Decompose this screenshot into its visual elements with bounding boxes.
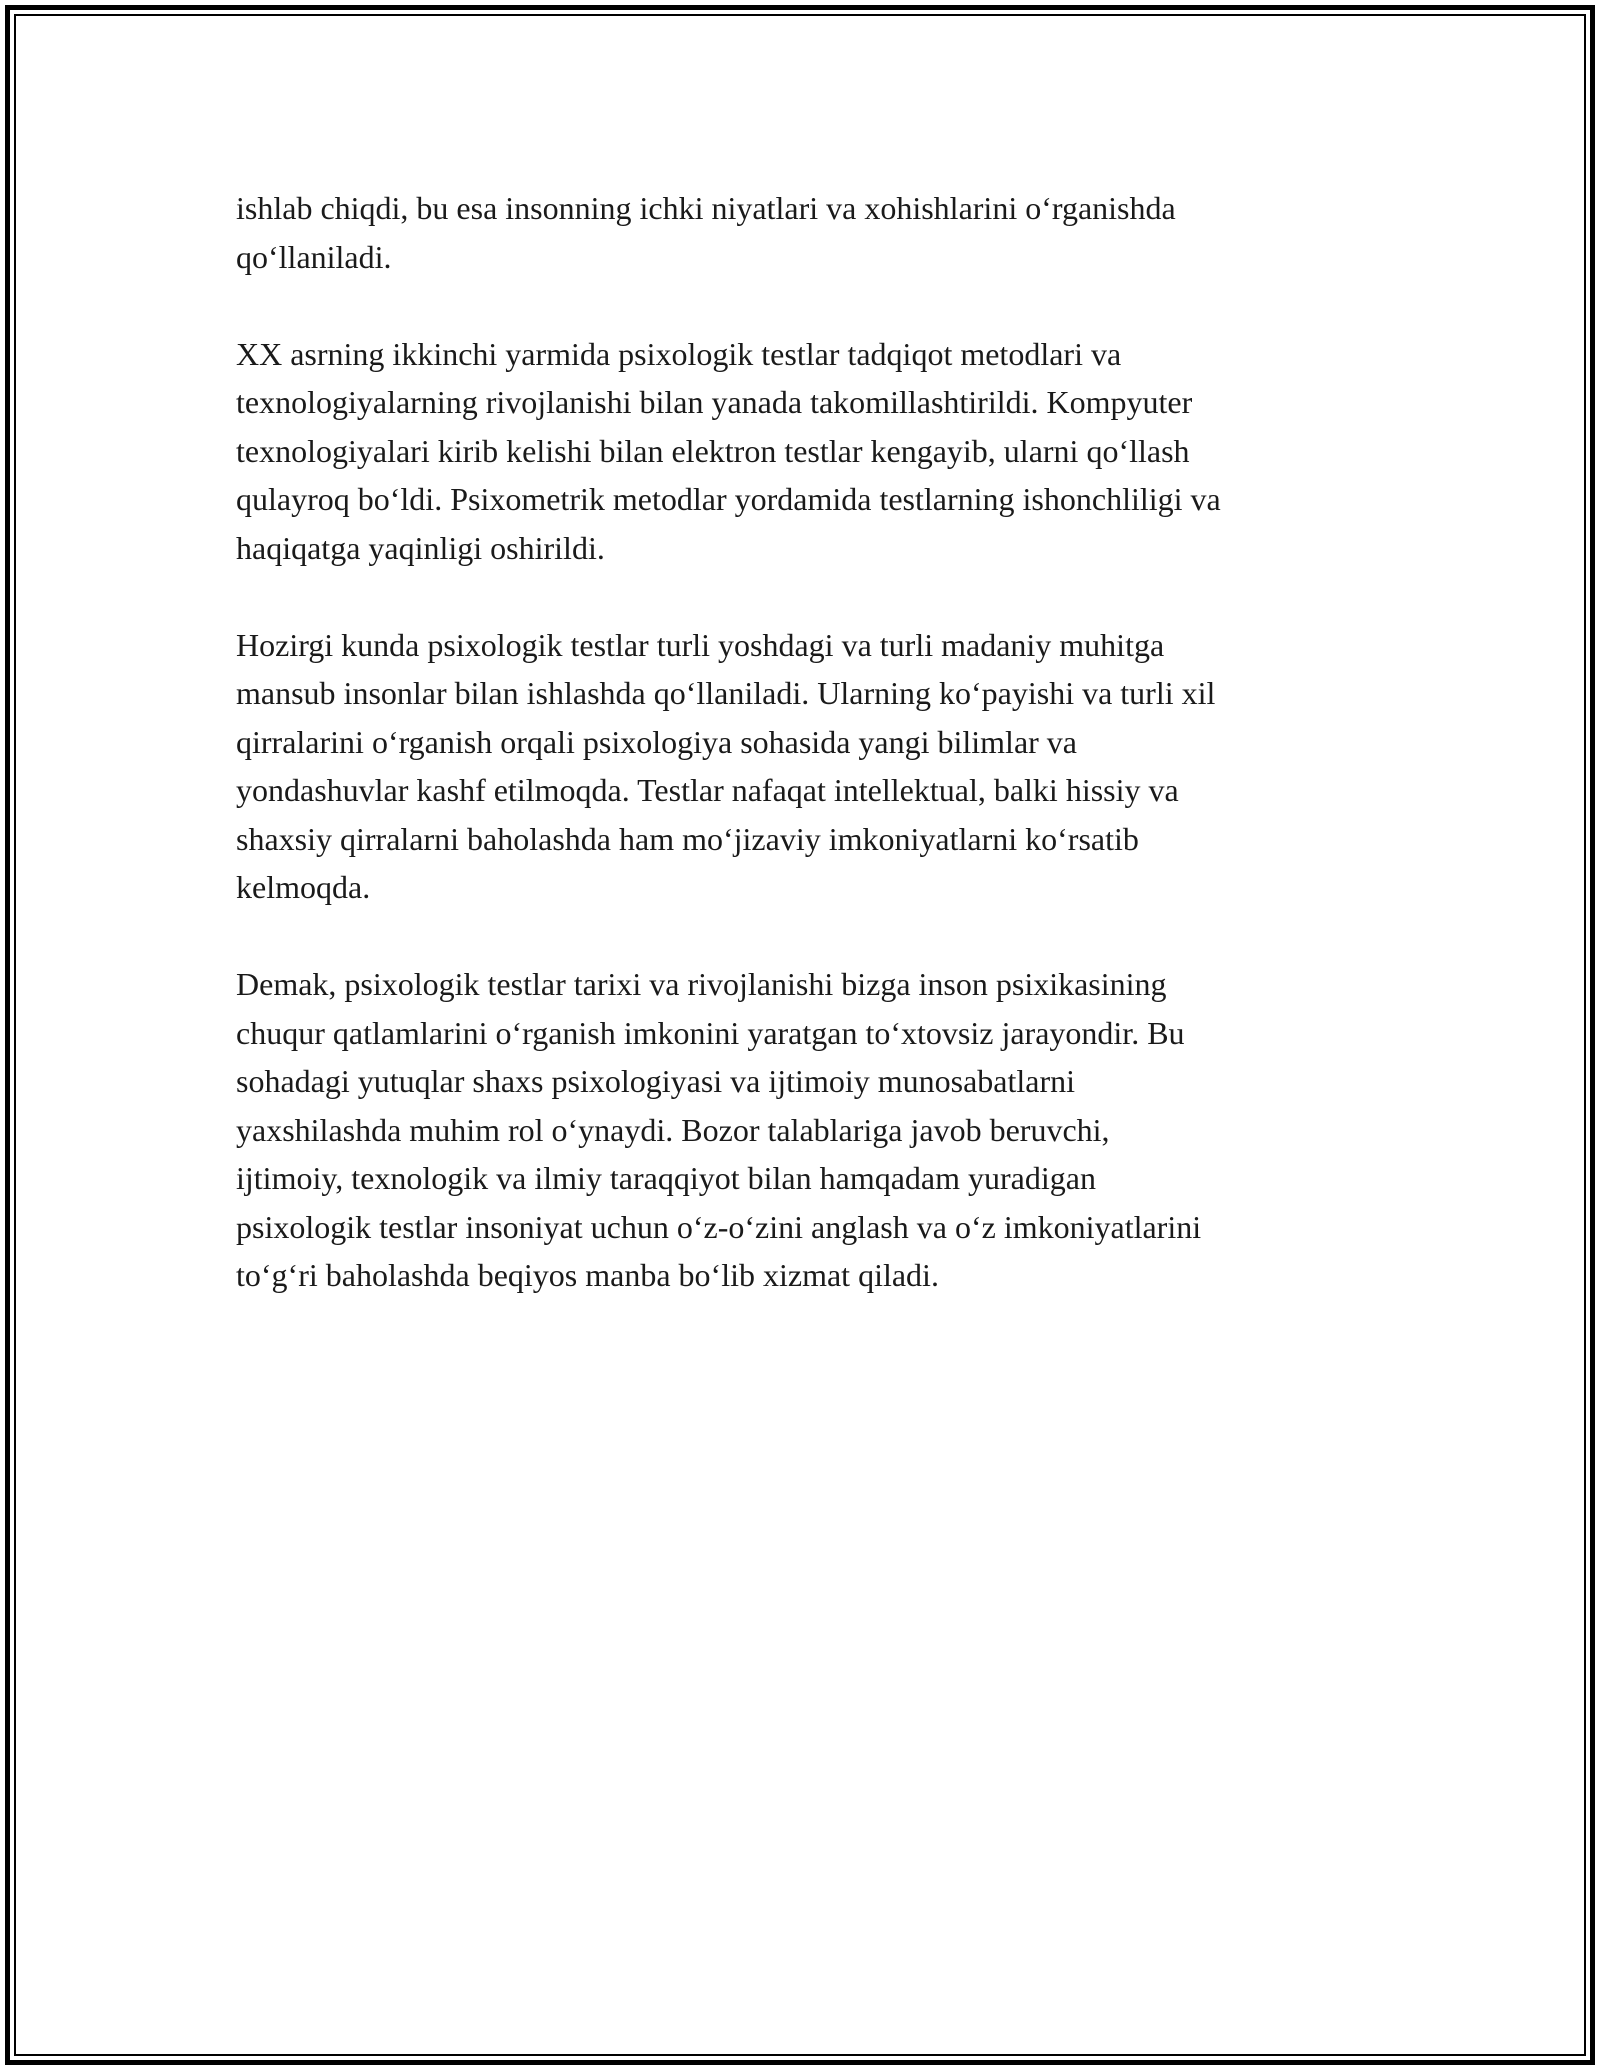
paragraph-4: Demak, psixologik testlar tarixi va rivojlanishi bizga inson psixikasining chuqur qatlamlarini oʻrganish imkonini yaratgan toʻxtovsiz jarayondir. Bu sohadagi yutuqlar shaxs psixologiyasi va ijtimoiy munosabatlarni yaxshilashda muhim rol oʻynaydi. Bozor talablariga javob beruvchi, ijtimoiy, texnologik va ilmiy taraqqiyot bilan hamqadam yuradigan psixologik testlar insoniyat uchun oʻz-oʻzini anglash va oʻz imkoniyatlarini toʻgʻri baholashda beqiyos manba boʻlib xizmat qiladi.: [236, 966, 1202, 1293]
document-body: [236, 184, 1396, 1348]
paragraph-1: ishlab chiqdi, bu esa insonning ichki niyatlari va xohishlarini oʻrganishda qoʻllaniladi.: [236, 190, 1176, 275]
paragraph-3: Hozirgi kunda psixologik testlar turli yoshdagi va turli madaniy muhitga mansub insonlar bilan ishlashda qoʻllaniladi. Ularning koʻpayishi va turli xil qirralarini oʻrganish orqali psixologiya sohasida yangi bilimlar va yondashuvlar kashf etilmoqda. Testlar nafaqat intellektual, balki hissiy va shaxsiy qirralarni baholashda ham moʻjizaviy imkoniyatlarni koʻrsatib kelmoqda.: [236, 626, 1216, 905]
paragraph-2: XX asrning ikkinchi yarmida psixologik testlar tadqiqot metodlari va texnologiyalarning rivojlanishi bilan yanada takomillashtirildi. Kompyuter texnologiyalari kirib kelishi bilan elektron testlar kengayib, ularni qoʻllash qulayroq boʻldi. Psixometrik metodlar yordamida testlarning ishonchliligi va haqiqatga yaqinligi oshirildi.: [236, 335, 1221, 566]
